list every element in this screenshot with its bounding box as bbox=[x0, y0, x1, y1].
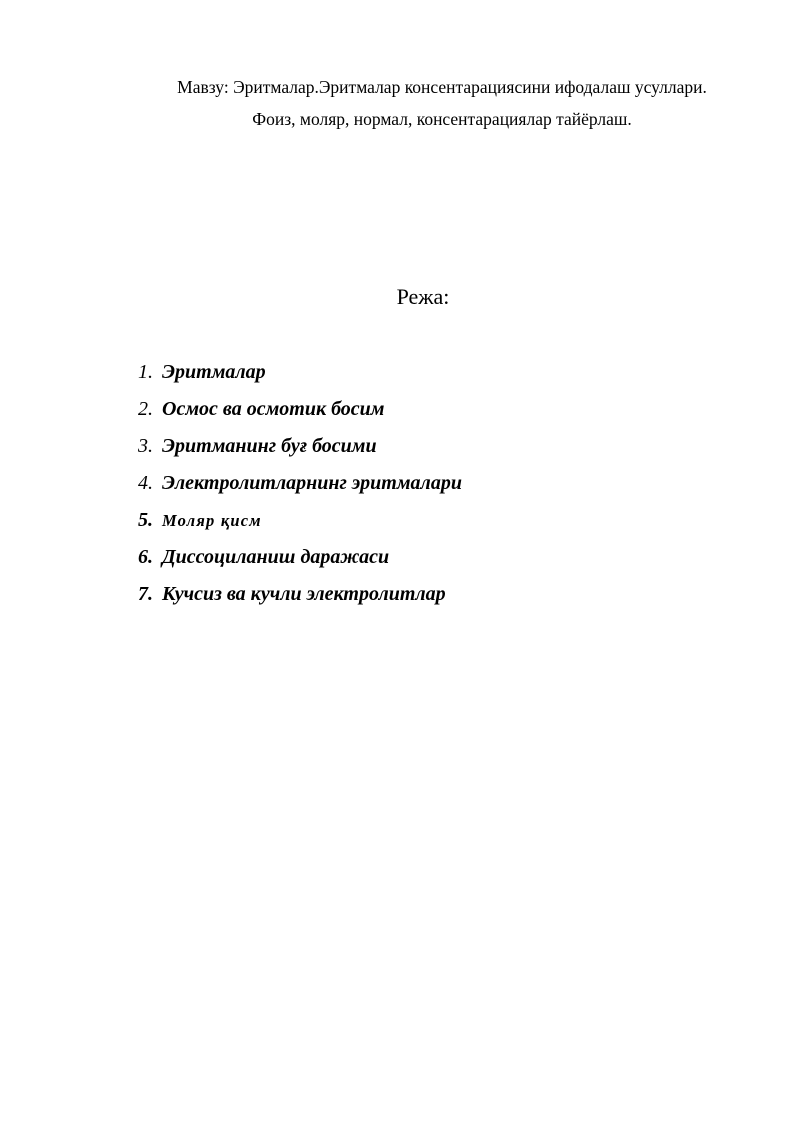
plan-item-3 bbox=[138, 428, 462, 465]
plan-item-7 bbox=[138, 576, 462, 613]
plan-item-text: Осмос ва осмотик босим bbox=[162, 398, 385, 420]
plan-item-6 bbox=[138, 539, 462, 576]
plan-item-number: 1. bbox=[138, 361, 153, 383]
plan-item-text: Эритмалар bbox=[162, 361, 266, 383]
plan-item-number: 3. bbox=[138, 435, 153, 457]
plan-item-number: 6. bbox=[138, 546, 153, 568]
plan-item-number: 2. bbox=[138, 398, 153, 420]
plan-item-number: 4. bbox=[138, 472, 153, 494]
plan-item-text: Кучсиз ва кучли электролитлар bbox=[162, 583, 446, 605]
plan-list bbox=[138, 354, 462, 613]
plan-item-text: Моляр қисм bbox=[162, 510, 262, 530]
plan-item-5 bbox=[138, 502, 462, 539]
plan-item-1 bbox=[138, 354, 462, 391]
plan-item-text: Эритманинг буғ босими bbox=[162, 435, 377, 457]
topic-line-2: Фоиз, моляр, нормал, консентарациялар тайёрлаш. bbox=[252, 109, 632, 129]
plan-item-4 bbox=[138, 465, 462, 502]
plan-item-number: 5. bbox=[138, 509, 153, 531]
plan-item-number: 7. bbox=[138, 583, 153, 605]
plan-item-2 bbox=[138, 391, 462, 428]
plan-item-text: Диссоциланиш даражаси bbox=[162, 546, 390, 568]
topic-line-1: Мавзу: Эритмалар.Эритмалар консентарациясини ифодалаш усуллари. bbox=[177, 77, 707, 97]
plan-item-text: Электролитларнинг эритмалари bbox=[162, 472, 462, 494]
plan-heading: Режа: bbox=[396, 284, 450, 309]
